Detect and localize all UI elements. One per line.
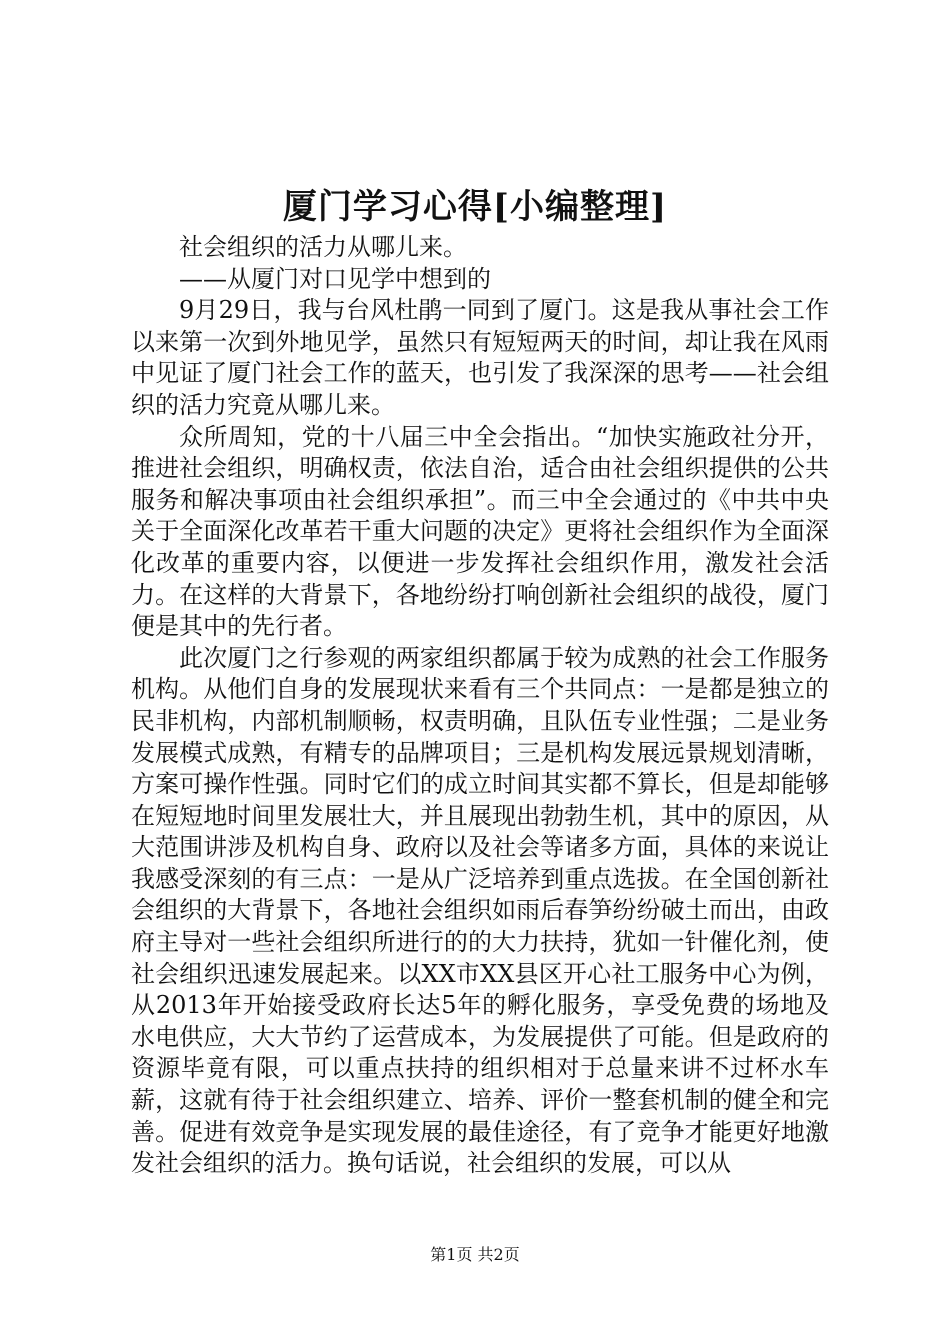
paragraph-intro: 9月29日，我与台风杜鹃一同到了厦门。这是我从事社会工作以来第一次到外地见学，虽然只有短短两天的时间，却让我在风雨中见证了厦门社会工作的蓝天，也引发了我深深的思考——社会组织的活力究竟从哪儿来。: [131, 296, 829, 419]
paragraph-analysis: 此次厦门之行参观的两家组织都属于较为成熟的社会工作服务机构。从他们自身的发展现状来看有三个共同点：一是都是独立的民非机构，内部机制顺畅，权责明确，且队伍专业性强；二是业务发展模式成熟，有精专的品牌项目；三是机构发展远景规划清晰，方案可操作性强。同时它们的成立时间其实都不算长，但是却能够在短短地时间里发展壮大，并且展现出勃勃生机，其中的原因，从大范围讲涉及机构自身、政府以及社会等诸多方面，具体的来说让我感受深刻的有三点：一是从广泛培养到重点选拔。在全国创新社会组织的大背景下，各地社会组织如雨后春笋纷纷破土而出，由政府主导对一些社会组织所进行的的大力扶持，犹如一针催化剂，使社会组织迅速发展起来。以XX市XX县区开心社工服务中心为例，从2013年开始接受政府长达5年的孵化服务，享受免费的场地及水电供应，大大节约了运营成本，为发展提供了可能。但是政府的资源毕竟有限，可以重点扶持的组织相对于总量来讲不过杯水车薪，这就有待于社会组织建立、培养、评价一整套机制的健全和完善。促进有效竞争是实现发展的最佳途径，有了竞争才能更好地激发社会组织的活力。换句话说，社会组织的发展，可以从: [131, 643, 829, 1178]
paragraph-background: 众所周知，党的十八届三中全会指出。“加快实施政社分开，推进社会组织，明确权责，依法自治，适合由社会组织提供的公共服务和解决事项由社会组织承担”。而三中全会通过的《中共中央关于全面深化改革若干重大问题的决定》更将社会组织作为全面深化改革的重要内容，以便进一步发挥社会组织作用，激发社会活力。在这样的大背景下，各地纷纷打响创新社会组织的战役，厦门便是其中的先行者。: [131, 422, 829, 641]
paragraph-subtitle: 社会组织的活力从哪儿来。: [179, 233, 467, 261]
paragraph-subheading: ——从厦门对口见学中想到的: [179, 264, 491, 293]
document-title: 厦门学习心得[小编整理]: [282, 187, 668, 227]
document-body: [131, 232, 829, 1180]
page-number-footer: 第1页 共2页: [430, 1245, 520, 1264]
